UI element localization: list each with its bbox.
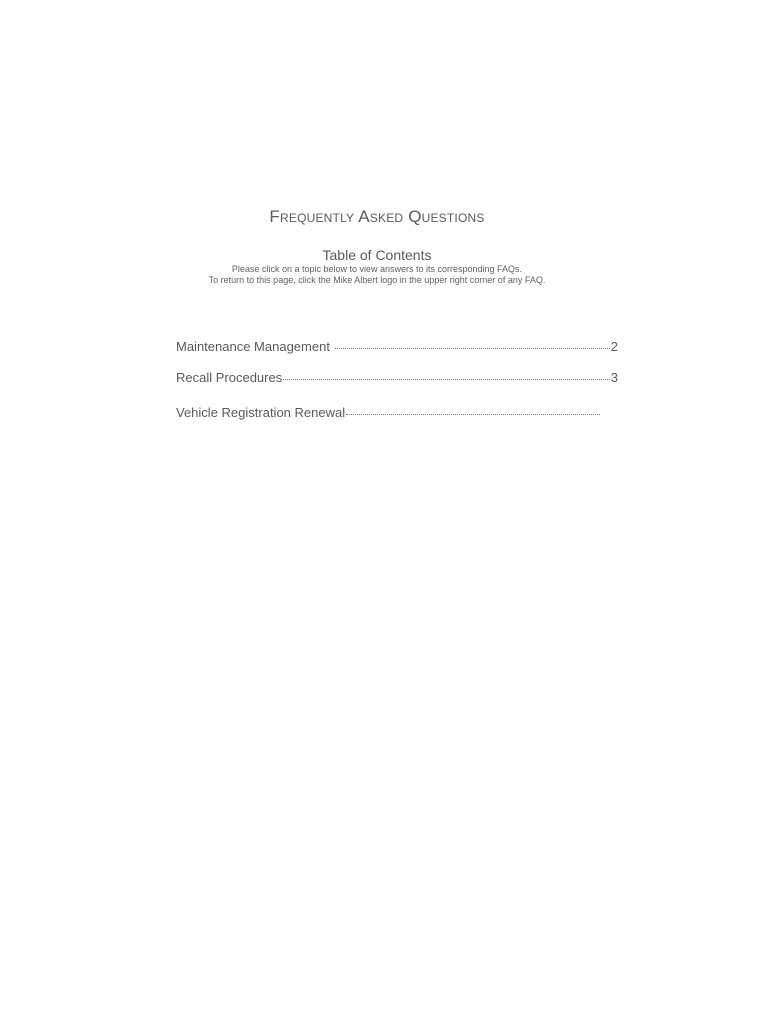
dot-leader [346, 414, 600, 415]
toc-entry-vehicle-registration-renewal[interactable] [176, 405, 608, 420]
toc-entry-maintenance-management[interactable] [176, 339, 618, 354]
instruction-line-2: To return to this page, click the Mike Albert logo in the upper right corner of any FAQ. [208, 275, 546, 285]
instruction-line-1: Please click on a topic below to view answers to its corresponding FAQs. [231, 264, 523, 274]
dot-leader [335, 348, 610, 349]
dot-leader [283, 379, 610, 380]
toc-entry-label: Vehicle Registration Renewal [176, 405, 346, 420]
toc-entry-label: Maintenance Management [176, 339, 330, 354]
toc-entry-recall-procedures[interactable] [176, 370, 618, 385]
toc-entry-page-number: 3 [610, 370, 618, 385]
page-title: Frequently Asked Questions [269, 207, 485, 226]
toc-entry-label: Recall Procedures [176, 370, 283, 385]
toc-heading: Table of Contents [322, 247, 432, 263]
toc-entry-page-number: 2 [610, 339, 618, 354]
